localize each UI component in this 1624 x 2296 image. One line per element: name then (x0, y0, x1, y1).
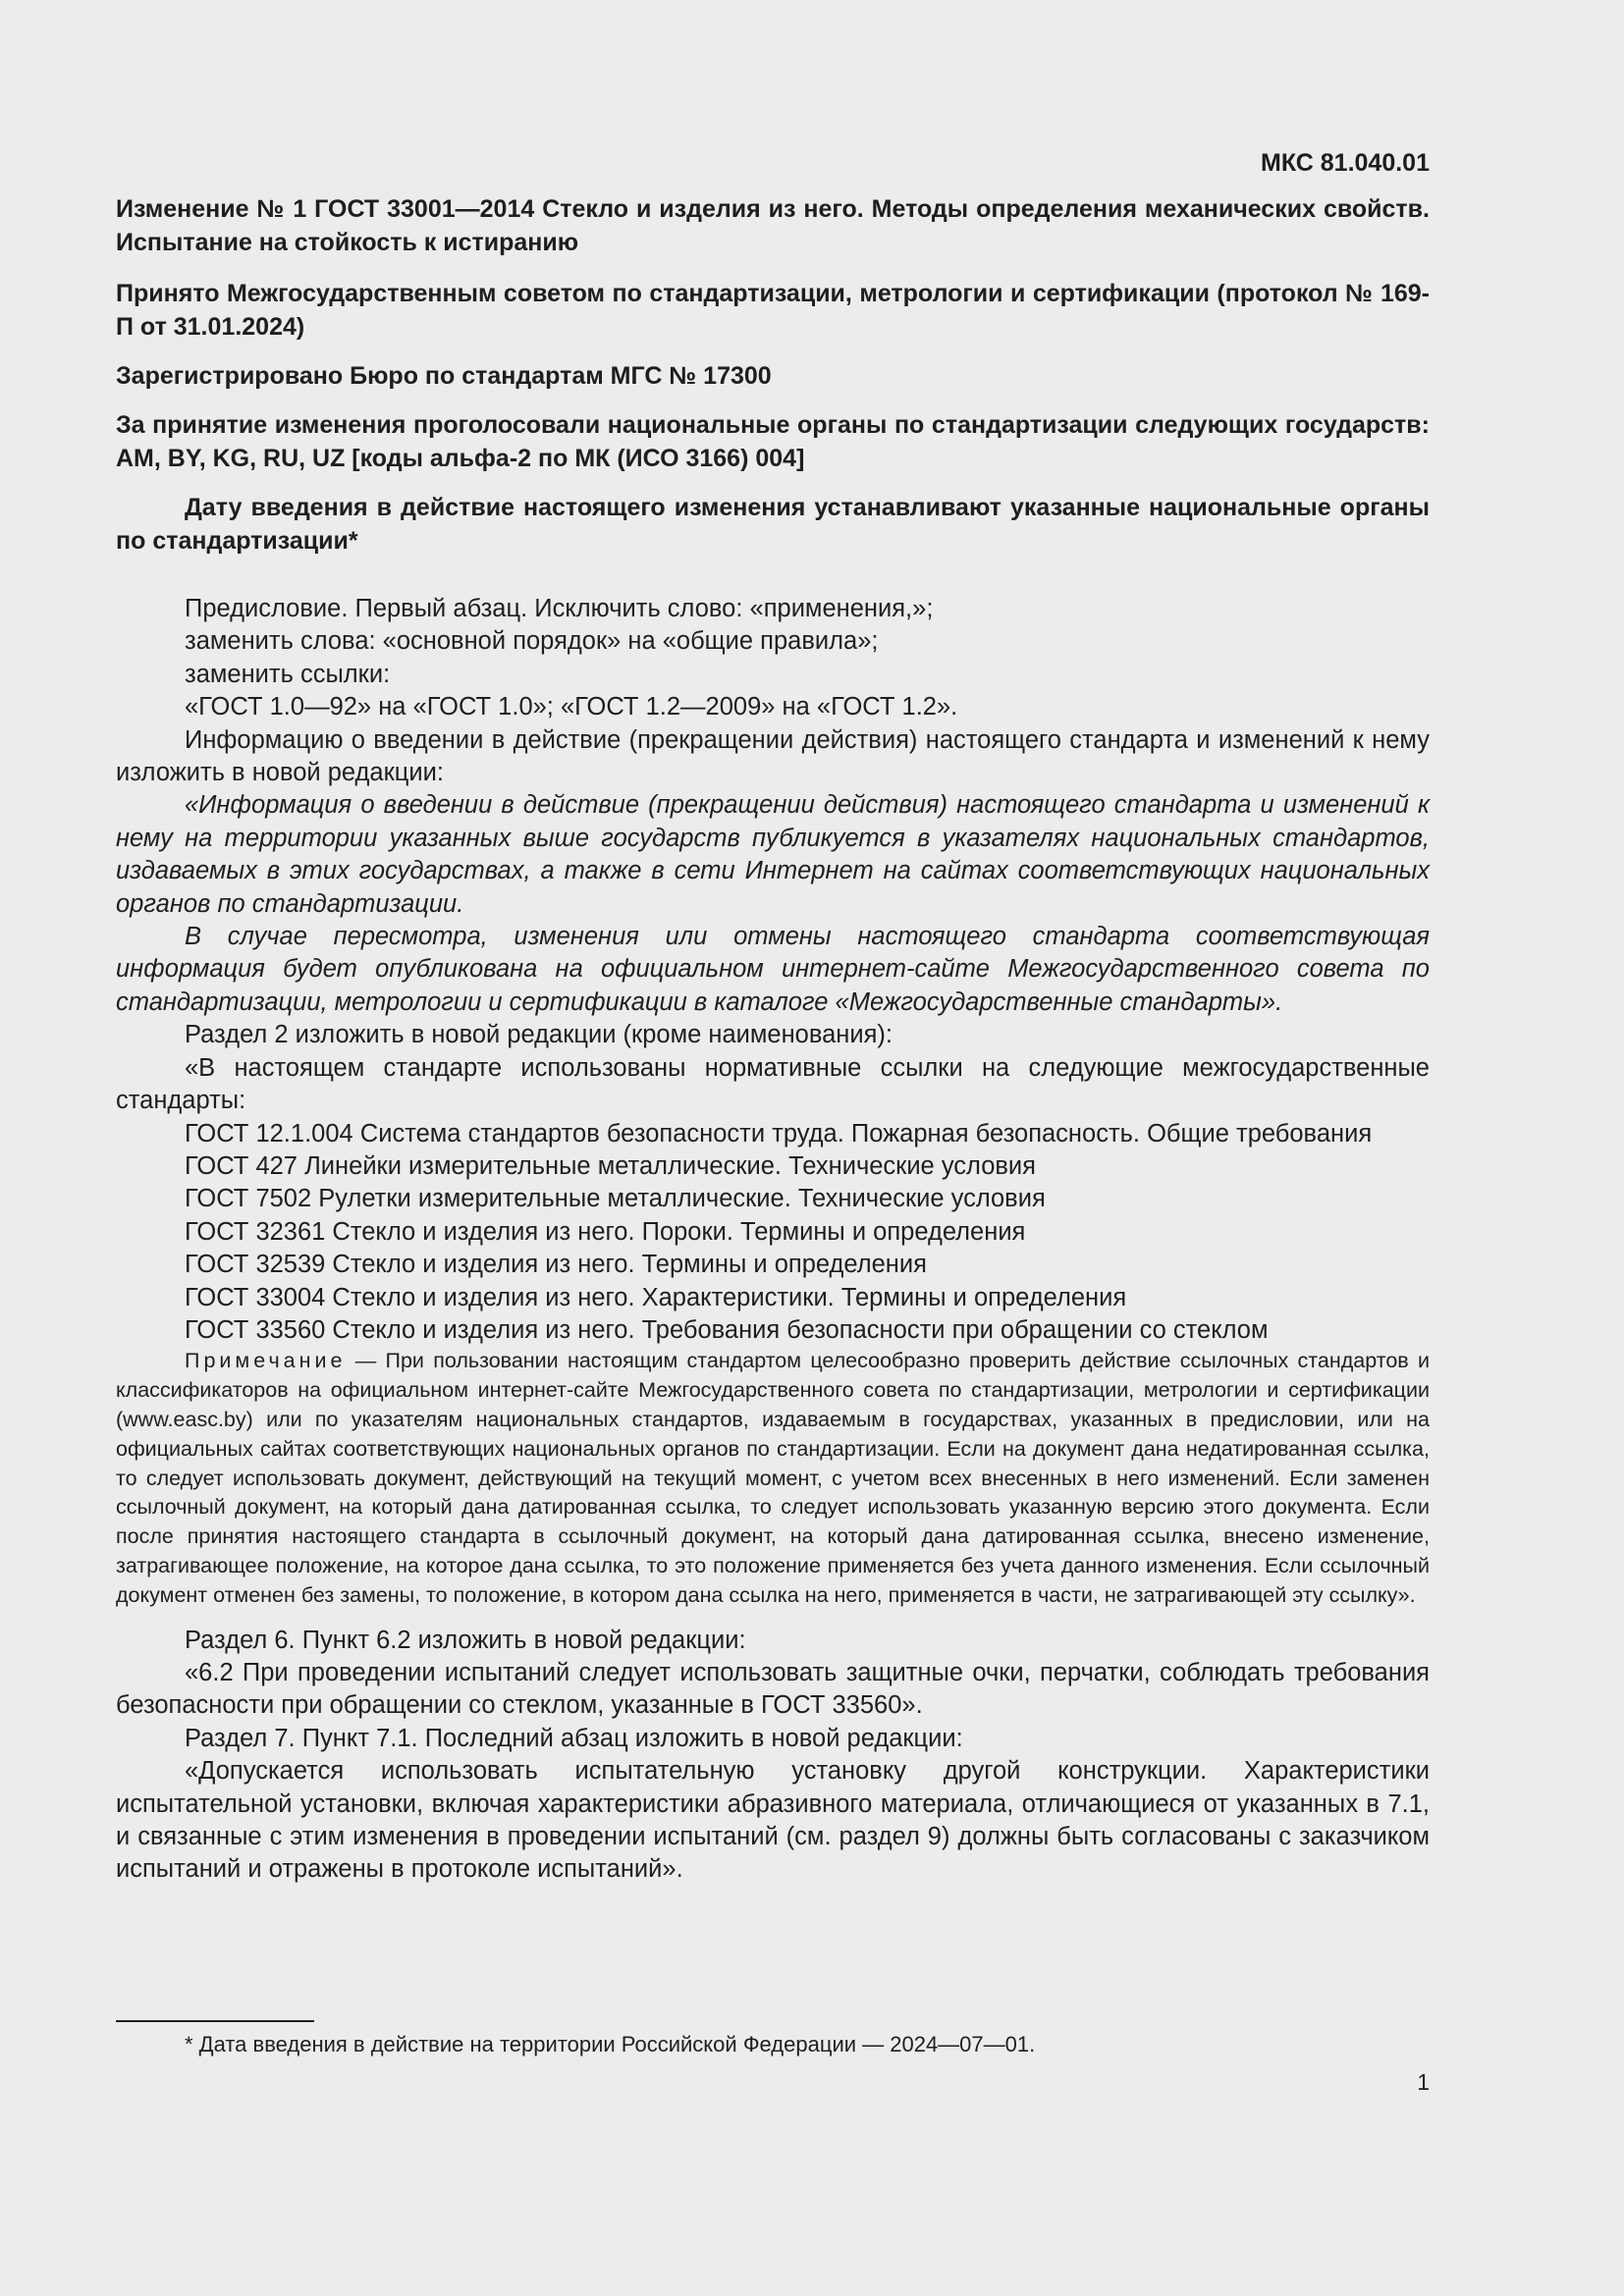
paragraph: Раздел 2 изложить в новой редакции (кроме наименования): (185, 1021, 893, 1049)
page-number: 1 (1417, 2069, 1430, 2095)
adopted-statement: Принято Межгосударственным советом по стандартизации, метрологии и сертификации (протокол № 169-П от 31.01.2024) (116, 280, 1430, 341)
paragraph: Информацию о введении в действие (прекращении действия) настоящего стандарта и изменений к нему изложить в новой редакции: (116, 725, 1430, 787)
paragraph: Раздел 6. Пункт 6.2 изложить в новой редакции: (185, 1626, 746, 1654)
document-body (116, 593, 1430, 1887)
paragraph: Раздел 7. Пункт 7.1. Последний абзац изложить в новой редакции: (185, 1724, 963, 1752)
registration-statement: Зарегистрировано Бюро по стандартам МГС № 17300 (116, 362, 772, 390)
note-text: — При пользовании настоящим стандартом целесообразно проверить действие ссылочных стандартов и классификаторов на официальном интернет-сайте Межгосударственного совета по стандартизации, метрологии и сертификации (www.easc.by) или по указателям национальных стандартов, издаваемым в государствах, указанных в предисловии, или на официальных сайтах соответствующих национальных органов по стандартизации. Если на документ дана недатированная ссылка, то следует использовать документ, действующий на текущий момент, с учетом всех внесенных в него изменений. Если заменен ссылочный документ, на который дана датированная ссылка, то следует использовать указанную версию этого документа. Если после принятия настоящего стандарта в ссылочный документ, на который дана датированная ссылка, внесено изменение, затрагивающее положение, на которое дана ссылка, то это положение применяется без учета данного изменения. Если ссылочный документ отменен без замены, то положение, в котором дана ссылка на него, применяется в части, не затрагивающей эту ссылку». (116, 1349, 1430, 1607)
footnote: * Дата введения в действие на территории Российской Федерации — 2024—07—01. (185, 2032, 1036, 2056)
paragraph: «Допускается использовать испытательную установку другой конструкции. Характеристики испытательной установки, включая характеристики абразивного материала, отличающиеся от указанных в 7.1, и связанные с этим изменения в проведении испытаний (см. раздел 9) должны быть согласованы с заказчиком испытаний и отражены в протоколе испытаний». (116, 1757, 1430, 1884)
effective-date-statement: Дату введения в действие настоящего изменения устанавливают указанные национальные органы по стандартизации* (116, 494, 1430, 555)
reference-item: ГОСТ 427 Линейки измерительные металлические. Технические условия (185, 1151, 1036, 1180)
note (116, 1347, 1430, 1610)
paragraph: заменить ссылки: (185, 660, 391, 688)
note-label: Примечание (185, 1349, 347, 1373)
paragraph: «6.2 При проведении испытаний следует использовать защитные очки, перчатки, соблюдать требования безопасности при обращении со стеклом, указанные в ГОСТ 33560». (116, 1658, 1430, 1720)
footnote-separator (116, 2020, 314, 2022)
quoted-paragraph: В случае пересмотра, изменения или отмены настоящего стандарта соответствующая информация будет опубликована на официальном интернет-сайте Межгосударственного совета по стандартизации, метрологии и сертификации в каталоге «Межгосударственные стандарты». (116, 923, 1430, 1016)
reference-item: ГОСТ 33560 Стекло и изделия из него. Требования безопасности при обращении со стеклом (185, 1315, 1269, 1344)
mks-code: МКС 81.040.01 (1261, 149, 1430, 177)
amendment-title: Изменение № 1 ГОСТ 33001—2014 Стекло и изделия из него. Методы определения механических свойств. Испытание на стойкость к истиранию (116, 195, 1430, 256)
reference-item: ГОСТ 7502 Рулетки измерительные металлические. Технические условия (185, 1185, 1046, 1213)
paragraph: заменить слова: «основной порядок» на «общие правила»; (185, 627, 879, 656)
reference-item: ГОСТ 32361 Стекло и изделия из него. Пороки. Термины и определения (185, 1217, 1026, 1246)
quoted-paragraph: «Информация о введении в действие (прекращении действия) настоящего стандарта и изменений к нему на территории указанных выше государств публикуется в указателях национальных стандартов, издаваемых в этих государствах, а также в сети Интернет на сайтах соответствующих национальных органов по стандартизации. (116, 791, 1430, 918)
voting-statement: За принятие изменения проголосовали национальные органы по стандартизации следующих государств: AM, BY, KG, RU, UZ [коды альфа-2 по МК (ИСО 3166) 004] (116, 411, 1430, 472)
paragraph: «ГОСТ 1.0—92» на «ГОСТ 1.0»; «ГОСТ 1.2—2009» на «ГОСТ 1.2». (185, 693, 958, 721)
paragraph: «В настоящем стандарте использованы нормативные ссылки на следующие межгосударственные стандарты: (116, 1053, 1430, 1115)
reference-item: ГОСТ 33004 Стекло и изделия из него. Характеристики. Термины и определения (185, 1283, 1127, 1311)
paragraph: Предисловие. Первый абзац. Исключить слово: «применения,»; (185, 595, 934, 622)
reference-item: ГОСТ 32539 Стекло и изделия из него. Термины и определения (185, 1251, 927, 1279)
reference-item: ГОСТ 12.1.004 Система стандартов безопасности труда. Пожарная безопасность. Общие требования (185, 1119, 1373, 1148)
